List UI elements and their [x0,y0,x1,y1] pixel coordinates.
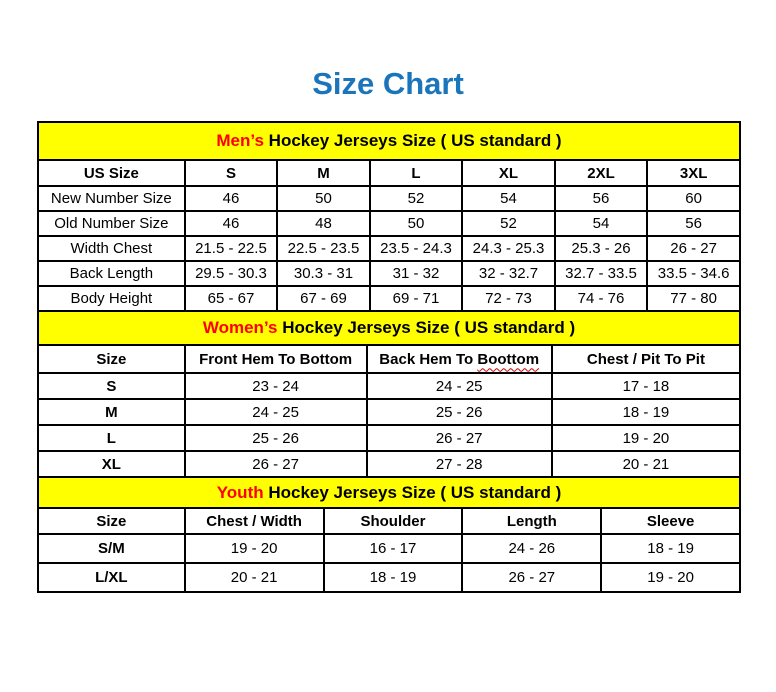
value-cell: 17 - 18 [552,373,740,399]
value-cell: 23.5 - 24.3 [370,236,463,261]
mens-section-rest: Hockey Jerseys Size ( US standard ) [268,131,562,150]
value-cell: 16 - 17 [324,534,463,563]
value-cell: 54 [462,186,555,211]
size-chart-tables [37,121,741,593]
value-cell: 18 - 19 [552,399,740,425]
value-cell: 32 - 32.7 [462,261,555,286]
table-row [38,261,740,286]
mens-size-table [37,121,741,312]
row-label: M [38,399,185,425]
table-row [38,451,740,477]
value-cell: 24 - 26 [462,534,601,563]
value-cell: 24 - 25 [367,373,552,399]
misspelled-word: Boottom [477,350,540,368]
value-cell: 26 - 27 [185,451,367,477]
womens-header-row [38,345,740,373]
value-cell: 26 - 27 [647,236,740,261]
value-cell: 21.5 - 22.5 [185,236,278,261]
value-cell: 26 - 27 [367,425,552,451]
table-row [38,211,740,236]
value-cell: 23 - 24 [185,373,367,399]
table-row [38,534,740,563]
value-cell: 27 - 28 [367,451,552,477]
value-cell: 65 - 67 [185,286,278,311]
mens-section-title [38,122,740,160]
row-label: XL [38,451,185,477]
value-cell: 56 [555,186,648,211]
header-cell: L [370,160,463,186]
page-title: Size Chart [312,66,464,101]
header-cell: Sleeve [601,508,740,534]
youth-section-highlight: Youth [216,482,264,502]
value-cell: 54 [555,211,648,236]
value-cell: 52 [462,211,555,236]
header-cell: Chest / Width [185,508,324,534]
header-cell: Front Hem To Bottom [185,345,367,373]
youth-size-table [37,476,741,593]
youth-section-rest: Hockey Jerseys Size ( US standard ) [268,482,562,502]
value-cell: 50 [370,211,463,236]
value-cell: 20 - 21 [185,563,324,592]
row-label: Old Number Size [38,211,185,236]
header-cell: S [185,160,278,186]
value-cell: 67 - 69 [277,286,370,311]
table-row [38,425,740,451]
value-cell: 32.7 - 33.5 [555,261,648,286]
value-cell: 30.3 - 31 [277,261,370,286]
header-cell: Chest / Pit To Pit [552,345,740,373]
womens-size-table [37,310,741,478]
value-cell: 46 [185,186,278,211]
header-cell: XL [462,160,555,186]
header-cell: US Size [38,160,185,186]
header-cell: 3XL [647,160,740,186]
value-cell: 72 - 73 [462,286,555,311]
value-cell: 60 [647,186,740,211]
value-cell: 48 [277,211,370,236]
mens-section-band [38,122,740,160]
value-cell: 26 - 27 [462,563,601,592]
mens-section-highlight: Men’s [216,131,264,150]
value-cell: 18 - 19 [601,534,740,563]
value-cell: 50 [277,186,370,211]
value-cell: 19 - 20 [552,425,740,451]
value-cell: 33.5 - 34.6 [647,261,740,286]
value-cell: 69 - 71 [370,286,463,311]
value-cell: 25 - 26 [185,425,367,451]
value-cell: 46 [185,211,278,236]
header-cell: Shoulder [324,508,463,534]
row-label: S [38,373,185,399]
value-cell: 18 - 19 [324,563,463,592]
mens-header-row [38,160,740,186]
header-cell: Size [38,345,185,373]
row-label: New Number Size [38,186,185,211]
row-label: Body Height [38,286,185,311]
value-cell: 25.3 - 26 [555,236,648,261]
value-cell: 24 - 25 [185,399,367,425]
row-label: Back Length [38,261,185,286]
womens-section-highlight: Women’s [202,318,278,337]
value-cell: 77 - 80 [647,286,740,311]
table-row [38,286,740,311]
womens-section-title [38,311,740,345]
value-cell: 19 - 20 [185,534,324,563]
value-cell: 31 - 32 [370,261,463,286]
header-text: Back Hem To [379,350,474,368]
womens-section-rest: Hockey Jerseys Size ( US standard ) [282,318,576,337]
header-cell: Length [462,508,601,534]
value-cell: 25 - 26 [367,399,552,425]
table-row [38,563,740,592]
header-cell: Size [38,508,185,534]
table-row [38,373,740,399]
header-cell: 2XL [555,160,648,186]
womens-section-band [38,311,740,345]
value-cell: 19 - 20 [601,563,740,592]
value-cell: 56 [647,211,740,236]
value-cell: 74 - 76 [555,286,648,311]
value-cell: 24.3 - 25.3 [462,236,555,261]
youth-header-row [38,508,740,534]
row-label: S/M [38,534,185,563]
row-label: L/XL [38,563,185,592]
value-cell: 20 - 21 [552,451,740,477]
header-cell: M [277,160,370,186]
header-cell [367,345,552,373]
youth-section-title [38,477,740,508]
table-row [38,399,740,425]
row-label: L [38,425,185,451]
value-cell: 52 [370,186,463,211]
value-cell: 22.5 - 23.5 [277,236,370,261]
row-label: Width Chest [38,236,185,261]
table-row [38,236,740,261]
table-row [38,186,740,211]
youth-section-band [38,477,740,508]
value-cell: 29.5 - 30.3 [185,261,278,286]
